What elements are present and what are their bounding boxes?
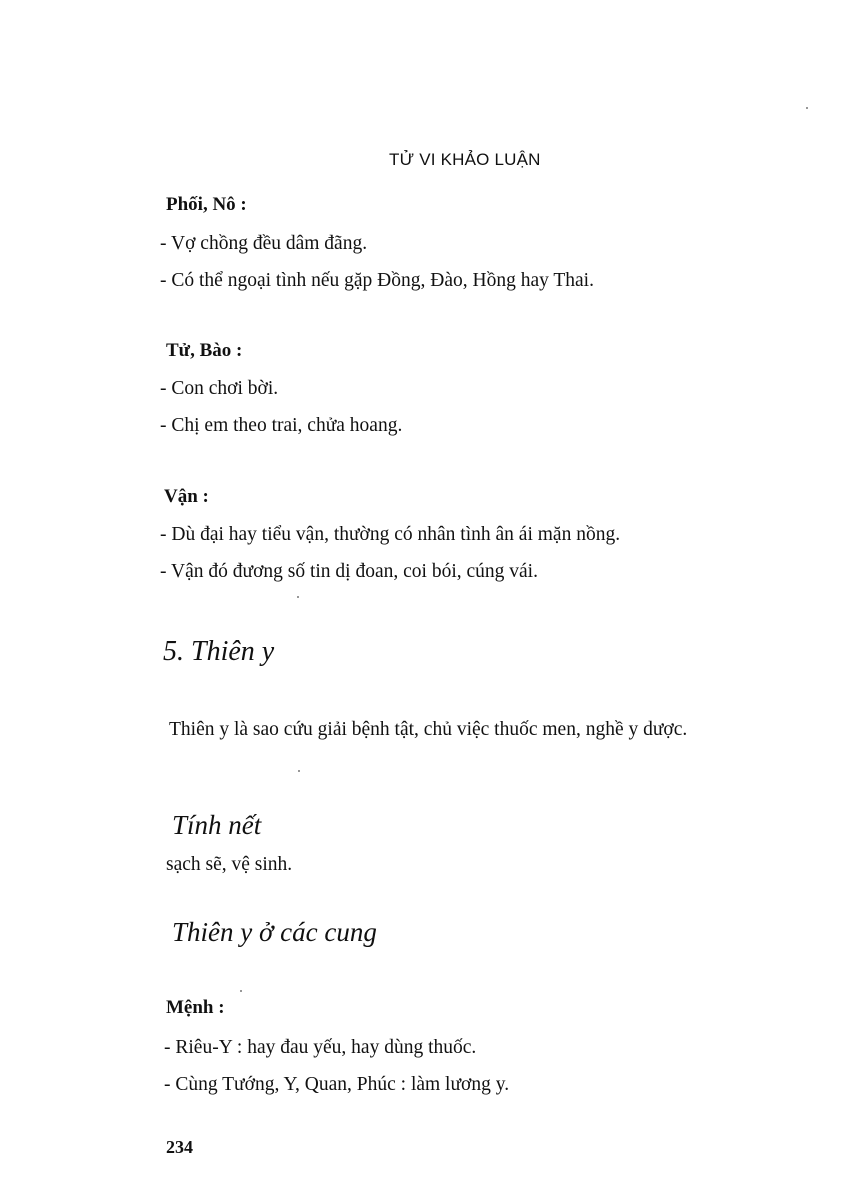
running-header: TỬ VI KHẢO LUẬN [389,150,541,169]
list-item: - Cùng Tướng, Y, Quan, Phúc : làm lương y. [164,1074,510,1095]
list-item: - Con chơi bời. [160,378,279,399]
list-item: - Dù đại hay tiểu vận, thường có nhân tình ân ái mặn nồng. [160,524,621,545]
section-title: 5. Thiên y [163,636,275,667]
heading-tu-bao: Tử, Bào : [166,340,243,361]
tinh-net-text: sạch sẽ, vệ sinh. [166,854,293,875]
list-item: - Riêu-Y : hay đau yếu, hay dùng thuốc. [164,1037,477,1058]
heading-phoi-no: Phối, Nô : [166,194,247,215]
scan-speck [240,990,242,992]
scan-speck [806,107,808,109]
page-number: 234 [166,1137,193,1157]
list-item: - Có thể ngoại tình nếu gặp Đồng, Đào, Hồng hay Thai. [160,270,594,291]
list-item: - Vợ chồng đều dâm đãng. [160,233,368,254]
scan-speck [298,770,300,772]
intro-paragraph: Thiên y là sao cứu giải bệnh tật, chủ việc thuốc men, nghề y dược. [169,719,688,740]
subsection-title-tinh-net: Tính nết [172,810,262,840]
heading-menh: Mệnh : [166,997,225,1018]
subsection-title-cac-cung: Thiên y ở các cung [172,917,377,947]
heading-van: Vận : [164,486,209,507]
scan-speck [297,596,299,598]
list-item: - Chị em theo trai, chửa hoang. [160,415,403,436]
list-item: - Vận đó đương số tin dị đoan, coi bói, cúng vái. [160,561,538,582]
